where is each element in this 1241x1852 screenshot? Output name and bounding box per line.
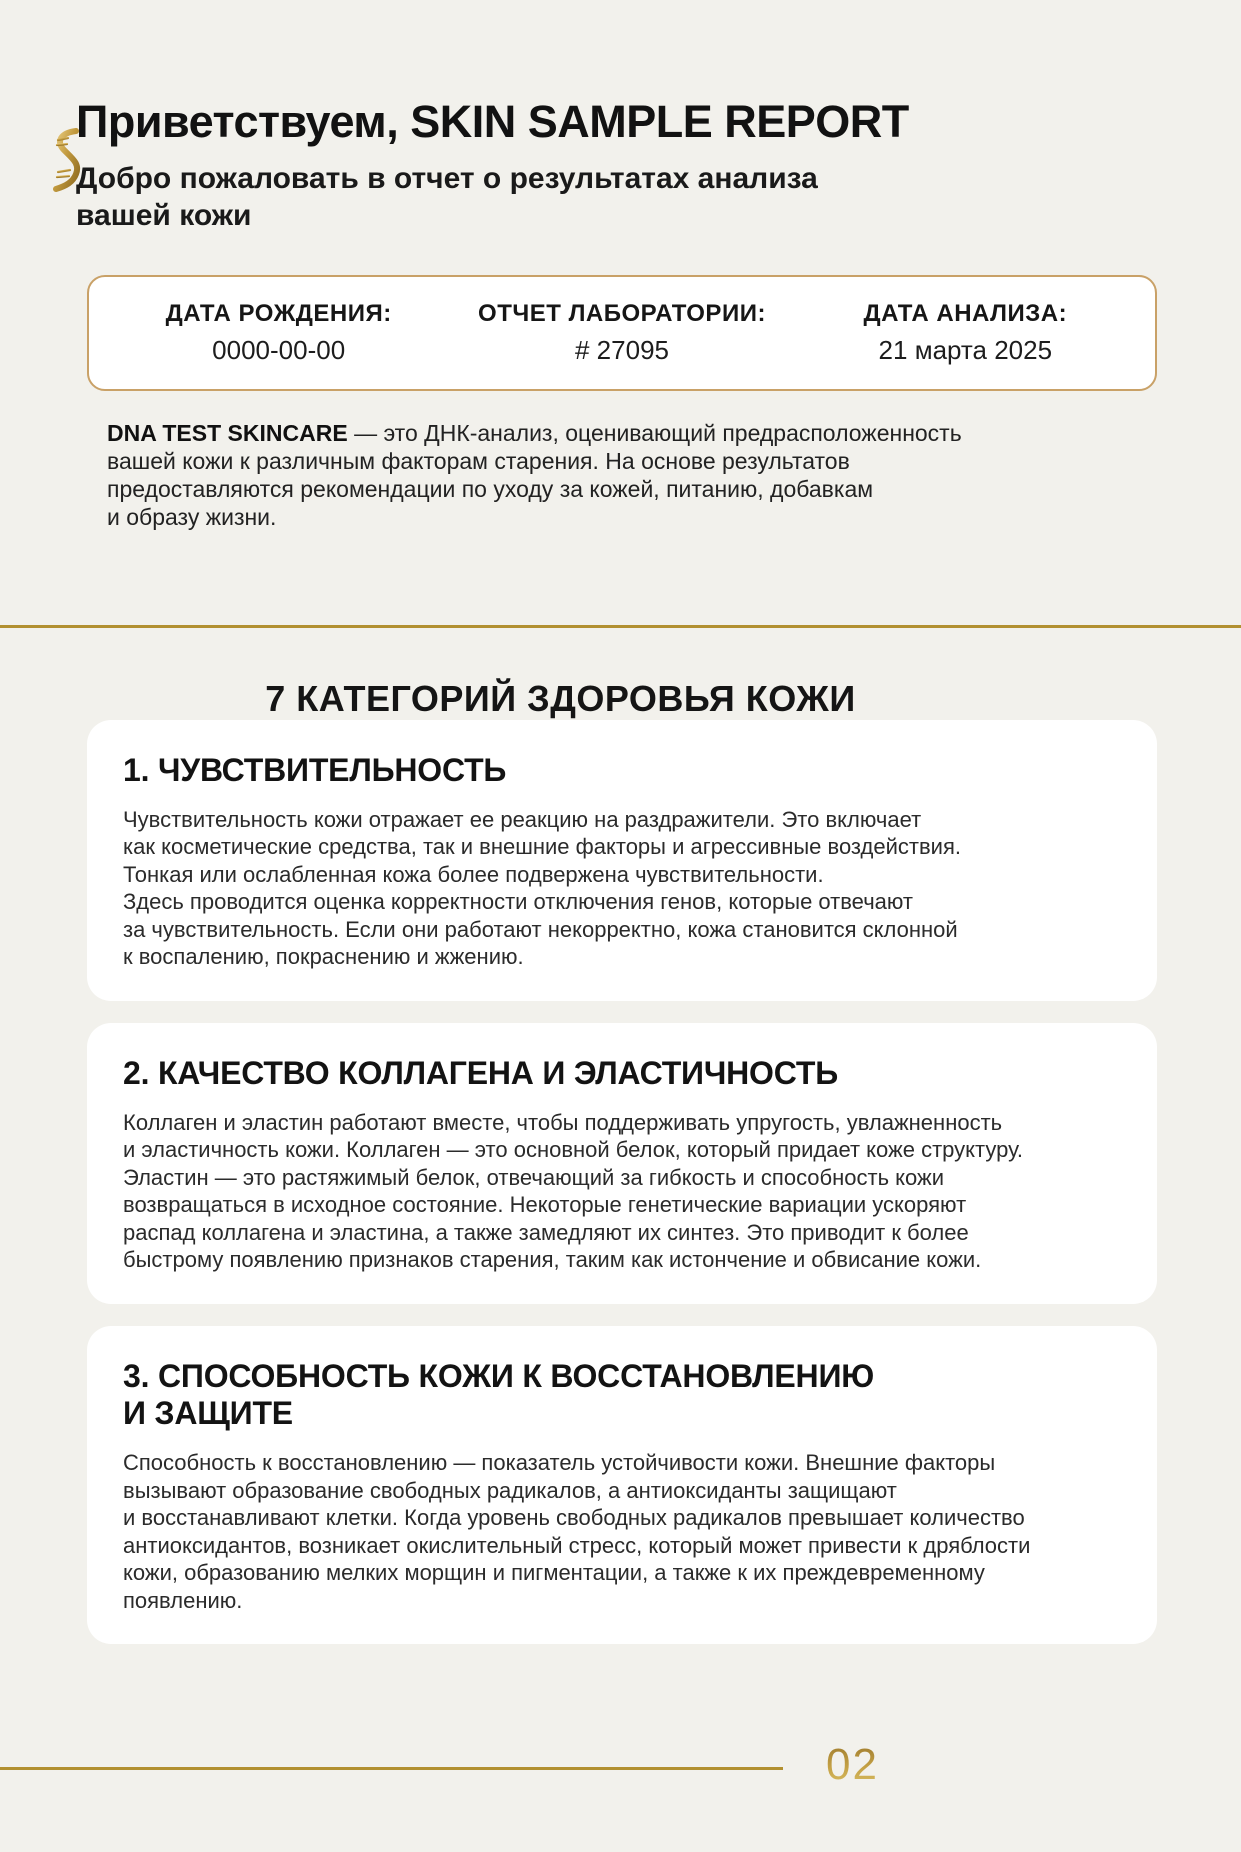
- category-card-repair: [87, 1326, 1157, 1645]
- body-line: к воспалению, покраснению и жжению.: [123, 944, 524, 970]
- birth-date-field: [119, 300, 438, 366]
- intro-line-1: [107, 419, 1161, 447]
- analysis-date-label: ДАТА АНАЛИЗА:: [863, 300, 1068, 328]
- footer-gold-line: [0, 1767, 783, 1770]
- birth-date-label: ДАТА РОЖДЕНИЯ:: [165, 300, 392, 328]
- analysis-date-field: [806, 300, 1125, 366]
- section-heading: 7 КАТЕГОРИЙ ЗДОРОВЬЯ КОЖИ: [265, 678, 856, 720]
- body-line: Здесь проводится оценка корректности отключения генов, которые отвечают: [123, 889, 913, 915]
- card-title: 1. ЧУВСТВИТЕЛЬНОСТЬ: [123, 752, 507, 789]
- body-line: Тонкая или ослабленная кожа более подвержена чувствительности.: [123, 861, 824, 887]
- body-line: появлению.: [123, 1587, 243, 1613]
- report-page: [0, 98, 1241, 1852]
- body-line: возвращаться в исходное состояние. Некоторые генетические вариации ускоряют: [123, 1192, 967, 1218]
- intro-line-4: и образу жизни.: [107, 504, 277, 531]
- body-line: как косметические средства, так и внешние факторы и агрессивные воздействия.: [123, 834, 961, 860]
- intro-line-2: вашей кожи к различным факторам старения. На основе результатов: [107, 448, 850, 475]
- body-line: Чувствительность кожи отражает ее реакцию на раздражители. Это включает: [123, 806, 922, 832]
- card-title-line-1: 3. СПОСОБНОСТЬ КОЖИ К ВОССТАНОВЛЕНИЮ: [123, 1357, 875, 1394]
- page-number: 02: [826, 1740, 879, 1789]
- body-line: и эластичность кожи. Коллаген — это основной белок, который придает коже структуру.: [123, 1137, 1024, 1163]
- body-line: быстрому появлению признаков старения, таким как истончение и обвисание кожи.: [123, 1247, 982, 1273]
- page-subtitle: [76, 161, 1181, 235]
- body-line: вызывают образование свободных радикалов, а антиоксиданты защищают: [123, 1477, 897, 1503]
- card-title: 2. КАЧЕСТВО КОЛЛАГЕНА И ЭЛАСТИЧНОСТЬ: [123, 1054, 839, 1091]
- subtitle-line-2: вашей кожи: [76, 199, 252, 233]
- gold-divider: [0, 625, 1241, 628]
- lab-report-label: ОТЧЕТ ЛАБОРАТОРИИ:: [478, 300, 766, 328]
- category-card-collagen: [87, 1023, 1157, 1304]
- category-card-sensitivity: [87, 720, 1157, 1001]
- intro-line-1-text: — это ДНК-анализ, оценивающий предрасположенность: [354, 420, 962, 447]
- birth-date-value: 0000-00-00: [212, 335, 346, 366]
- body-line: за чувствительность. Если они работают некорректно, кожа становится склонной: [123, 916, 958, 942]
- intro-lead: DNA TEST SKINCARE: [107, 420, 348, 447]
- subtitle-line-1: Добро пожаловать в отчет о результатах анализа: [76, 162, 818, 196]
- body-line: Коллаген и эластин работают вместе, чтобы поддерживать упругость, увлажненность: [123, 1109, 1003, 1135]
- dna-helix-icon: [46, 128, 94, 194]
- card-body: [123, 1109, 1121, 1274]
- lab-report-value: # 27095: [575, 335, 669, 366]
- body-line: антиоксидантов, возникает окислительный стресс, который может привести к дряблости: [123, 1532, 1031, 1558]
- analysis-date-value: 21 марта 2025: [878, 335, 1053, 366]
- card-body: [123, 806, 1121, 971]
- page-title: Приветствуем, SKIN SAMPLE REPORT: [76, 96, 909, 147]
- lab-report-field: [438, 300, 805, 366]
- card-title: [123, 1358, 1121, 1434]
- intro-paragraph: [107, 419, 1161, 531]
- intro-line-3: предоставляются рекомендации по уходу за кожей, питанию, добавкам: [107, 476, 874, 503]
- body-line: Эластин — это растяжимый белок, отвечающий за гибкость и способность кожи: [123, 1164, 945, 1190]
- body-line: кожи, образованию мелких морщин и пигментации, а также к их преждевременному: [123, 1560, 985, 1586]
- card-title-line-2: И ЗАЩИТЕ: [123, 1395, 293, 1432]
- card-body: [123, 1449, 1121, 1614]
- patient-info-box: [87, 275, 1157, 391]
- body-line: распад коллагена и эластина, а также замедляют их синтез. Это приводит к более: [123, 1219, 969, 1245]
- body-line: Способность к восстановлению — показатель устойчивости кожи. Внешние факторы: [123, 1450, 996, 1476]
- body-line: и восстанавливают клетки. Когда уровень свободных радикалов превышает количество: [123, 1505, 1025, 1531]
